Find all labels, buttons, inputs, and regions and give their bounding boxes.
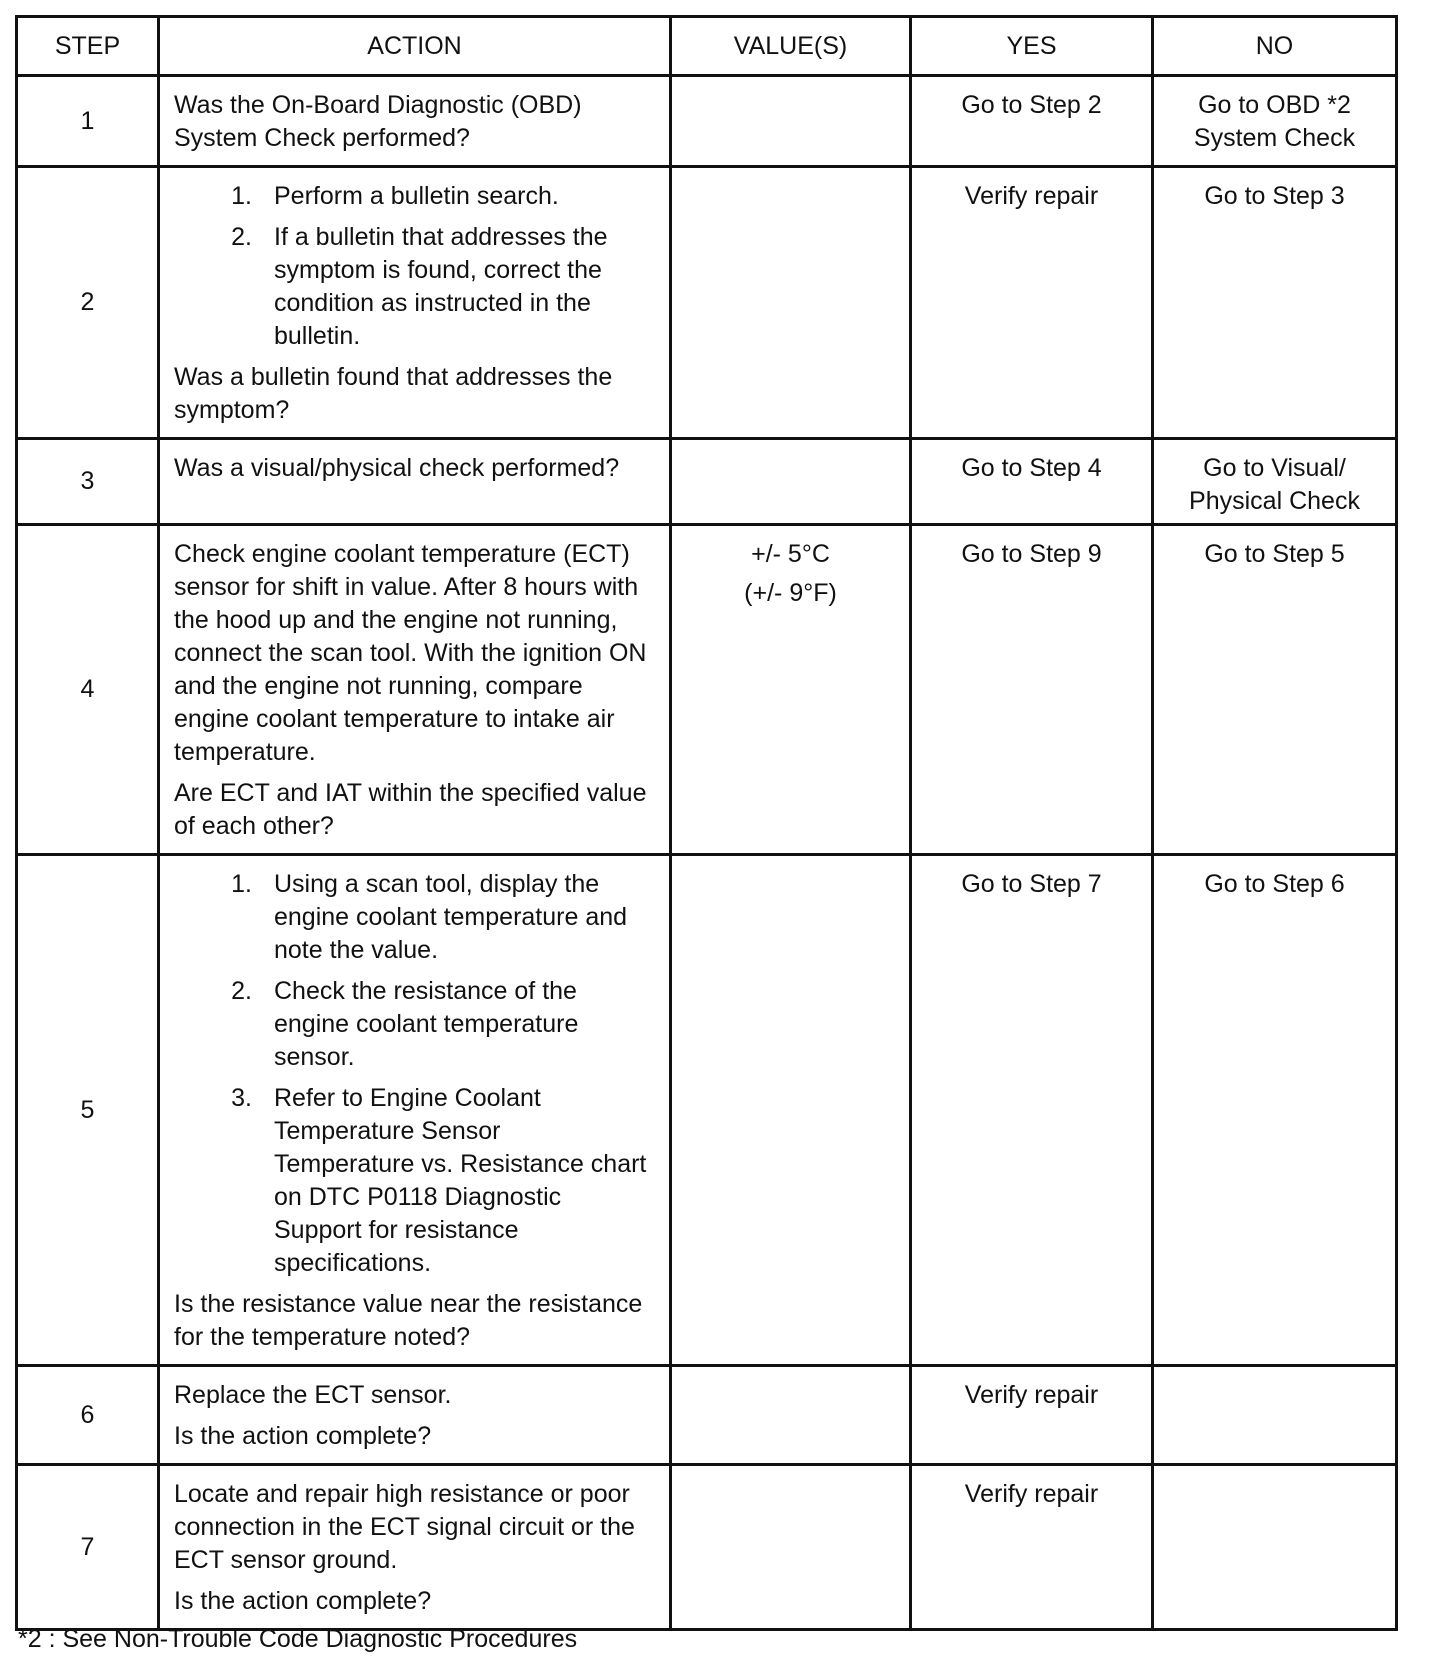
value-cell	[671, 1465, 911, 1630]
yes-cell: Verify repair	[911, 167, 1153, 439]
action-list	[174, 868, 657, 1280]
action-text: Check engine coolant temperature (ECT) sensor for shift in value. After 8 hours with the hood up and the engine not running, connect the scan tool. With the ignition ON and the engine not running, compare engine coolant temperature to intake air temperature.	[174, 540, 647, 766]
header-values: VALUE(S)	[671, 17, 911, 76]
header-step: STEP	[17, 17, 159, 76]
item-text: Refer to Engine Coolant Temperature Sensor Temperature vs. Resistance chart on DTC P0118 Diagnostic Support for resistance specifications.	[274, 1084, 647, 1277]
step-number: 3	[17, 439, 159, 525]
table-row	[17, 76, 1397, 167]
yes-cell: Go to Step 4	[911, 439, 1153, 525]
footnote: *2 : See Non-Trouble Code Diagnostic Procedures	[18, 1625, 578, 1653]
action-cell	[159, 855, 671, 1366]
no-cell: Go to Step 3	[1153, 167, 1397, 439]
action-cell	[159, 439, 671, 525]
action-question: Are ECT and IAT within the specified value of each other?	[174, 779, 647, 840]
yes-cell: Verify repair	[911, 1366, 1153, 1465]
action-cell	[159, 167, 671, 439]
table-row	[17, 1366, 1397, 1465]
item-number: 1.	[231, 182, 252, 210]
item-number: 3.	[231, 1084, 252, 1112]
list-item	[174, 975, 657, 1074]
item-number: 2.	[231, 223, 252, 251]
action-question: Is the resistance value near the resistance for the temperature noted?	[174, 1290, 643, 1351]
no-cell: Go to Visual/ Physical Check	[1153, 439, 1397, 525]
value-celsius: +/- 5°C	[751, 540, 830, 568]
item-text: Using a scan tool, display the engine coolant temperature and note the value.	[274, 870, 628, 964]
step-number: 7	[17, 1465, 159, 1630]
action-cell	[159, 76, 671, 167]
action-question: Was a bulletin found that addresses the symptom?	[174, 363, 613, 424]
no-cell: Go to Step 6	[1153, 855, 1397, 1366]
value-cell	[671, 76, 911, 167]
action-cell	[159, 1465, 671, 1630]
step-number: 2	[17, 167, 159, 439]
table-row	[17, 167, 1397, 439]
no-cell: Go to Step 5	[1153, 525, 1397, 855]
table-row	[17, 1465, 1397, 1630]
table-row	[17, 855, 1397, 1366]
value-cell	[671, 855, 911, 1366]
step-number: 4	[17, 525, 159, 855]
no-cell: Go to OBD *2 System Check	[1153, 76, 1397, 167]
action-text: Was a visual/physical check performed?	[174, 454, 620, 482]
header-no: NO	[1153, 17, 1397, 76]
value-cell	[671, 1366, 911, 1465]
no-cell	[1153, 1465, 1397, 1630]
item-number: 1.	[231, 870, 252, 898]
diagnostic-table	[15, 15, 1398, 1631]
value-cell	[671, 167, 911, 439]
item-number: 2.	[231, 977, 252, 1005]
list-item	[174, 180, 657, 213]
value-cell	[671, 525, 911, 855]
step-number: 5	[17, 855, 159, 1366]
no-cell	[1153, 1366, 1397, 1465]
yes-cell: Go to Step 2	[911, 76, 1153, 167]
list-item	[174, 221, 657, 353]
step-number: 1	[17, 76, 159, 167]
item-text: Perform a bulletin search.	[274, 182, 559, 210]
yes-cell: Go to Step 7	[911, 855, 1153, 1366]
action-question: Is the action complete?	[174, 1422, 432, 1450]
item-text: Check the resistance of the engine coolant temperature sensor.	[274, 977, 579, 1071]
action-cell	[159, 525, 671, 855]
action-text: Replace the ECT sensor.	[174, 1381, 452, 1409]
header-row	[17, 17, 1397, 76]
action-question: Is the action complete?	[174, 1587, 432, 1615]
list-item	[174, 1082, 657, 1280]
action-cell	[159, 1366, 671, 1465]
action-text: Locate and repair high resistance or poor connection in the ECT signal circuit or the ECT sensor ground.	[174, 1480, 635, 1574]
item-text: If a bulletin that addresses the symptom is found, correct the condition as instructed in the bulletin.	[274, 223, 608, 350]
header-action: ACTION	[159, 17, 671, 76]
list-item	[174, 868, 657, 967]
yes-cell: Verify repair	[911, 1465, 1153, 1630]
step-number: 6	[17, 1366, 159, 1465]
table-row	[17, 439, 1397, 525]
header-yes: YES	[911, 17, 1153, 76]
yes-cell: Go to Step 9	[911, 525, 1153, 855]
table-row	[17, 525, 1397, 855]
value-cell	[671, 439, 911, 525]
action-list	[174, 180, 657, 353]
action-text: Was the On-Board Diagnostic (OBD) System Check performed?	[174, 91, 582, 152]
value-fahrenheit: (+/- 9°F)	[744, 579, 837, 607]
